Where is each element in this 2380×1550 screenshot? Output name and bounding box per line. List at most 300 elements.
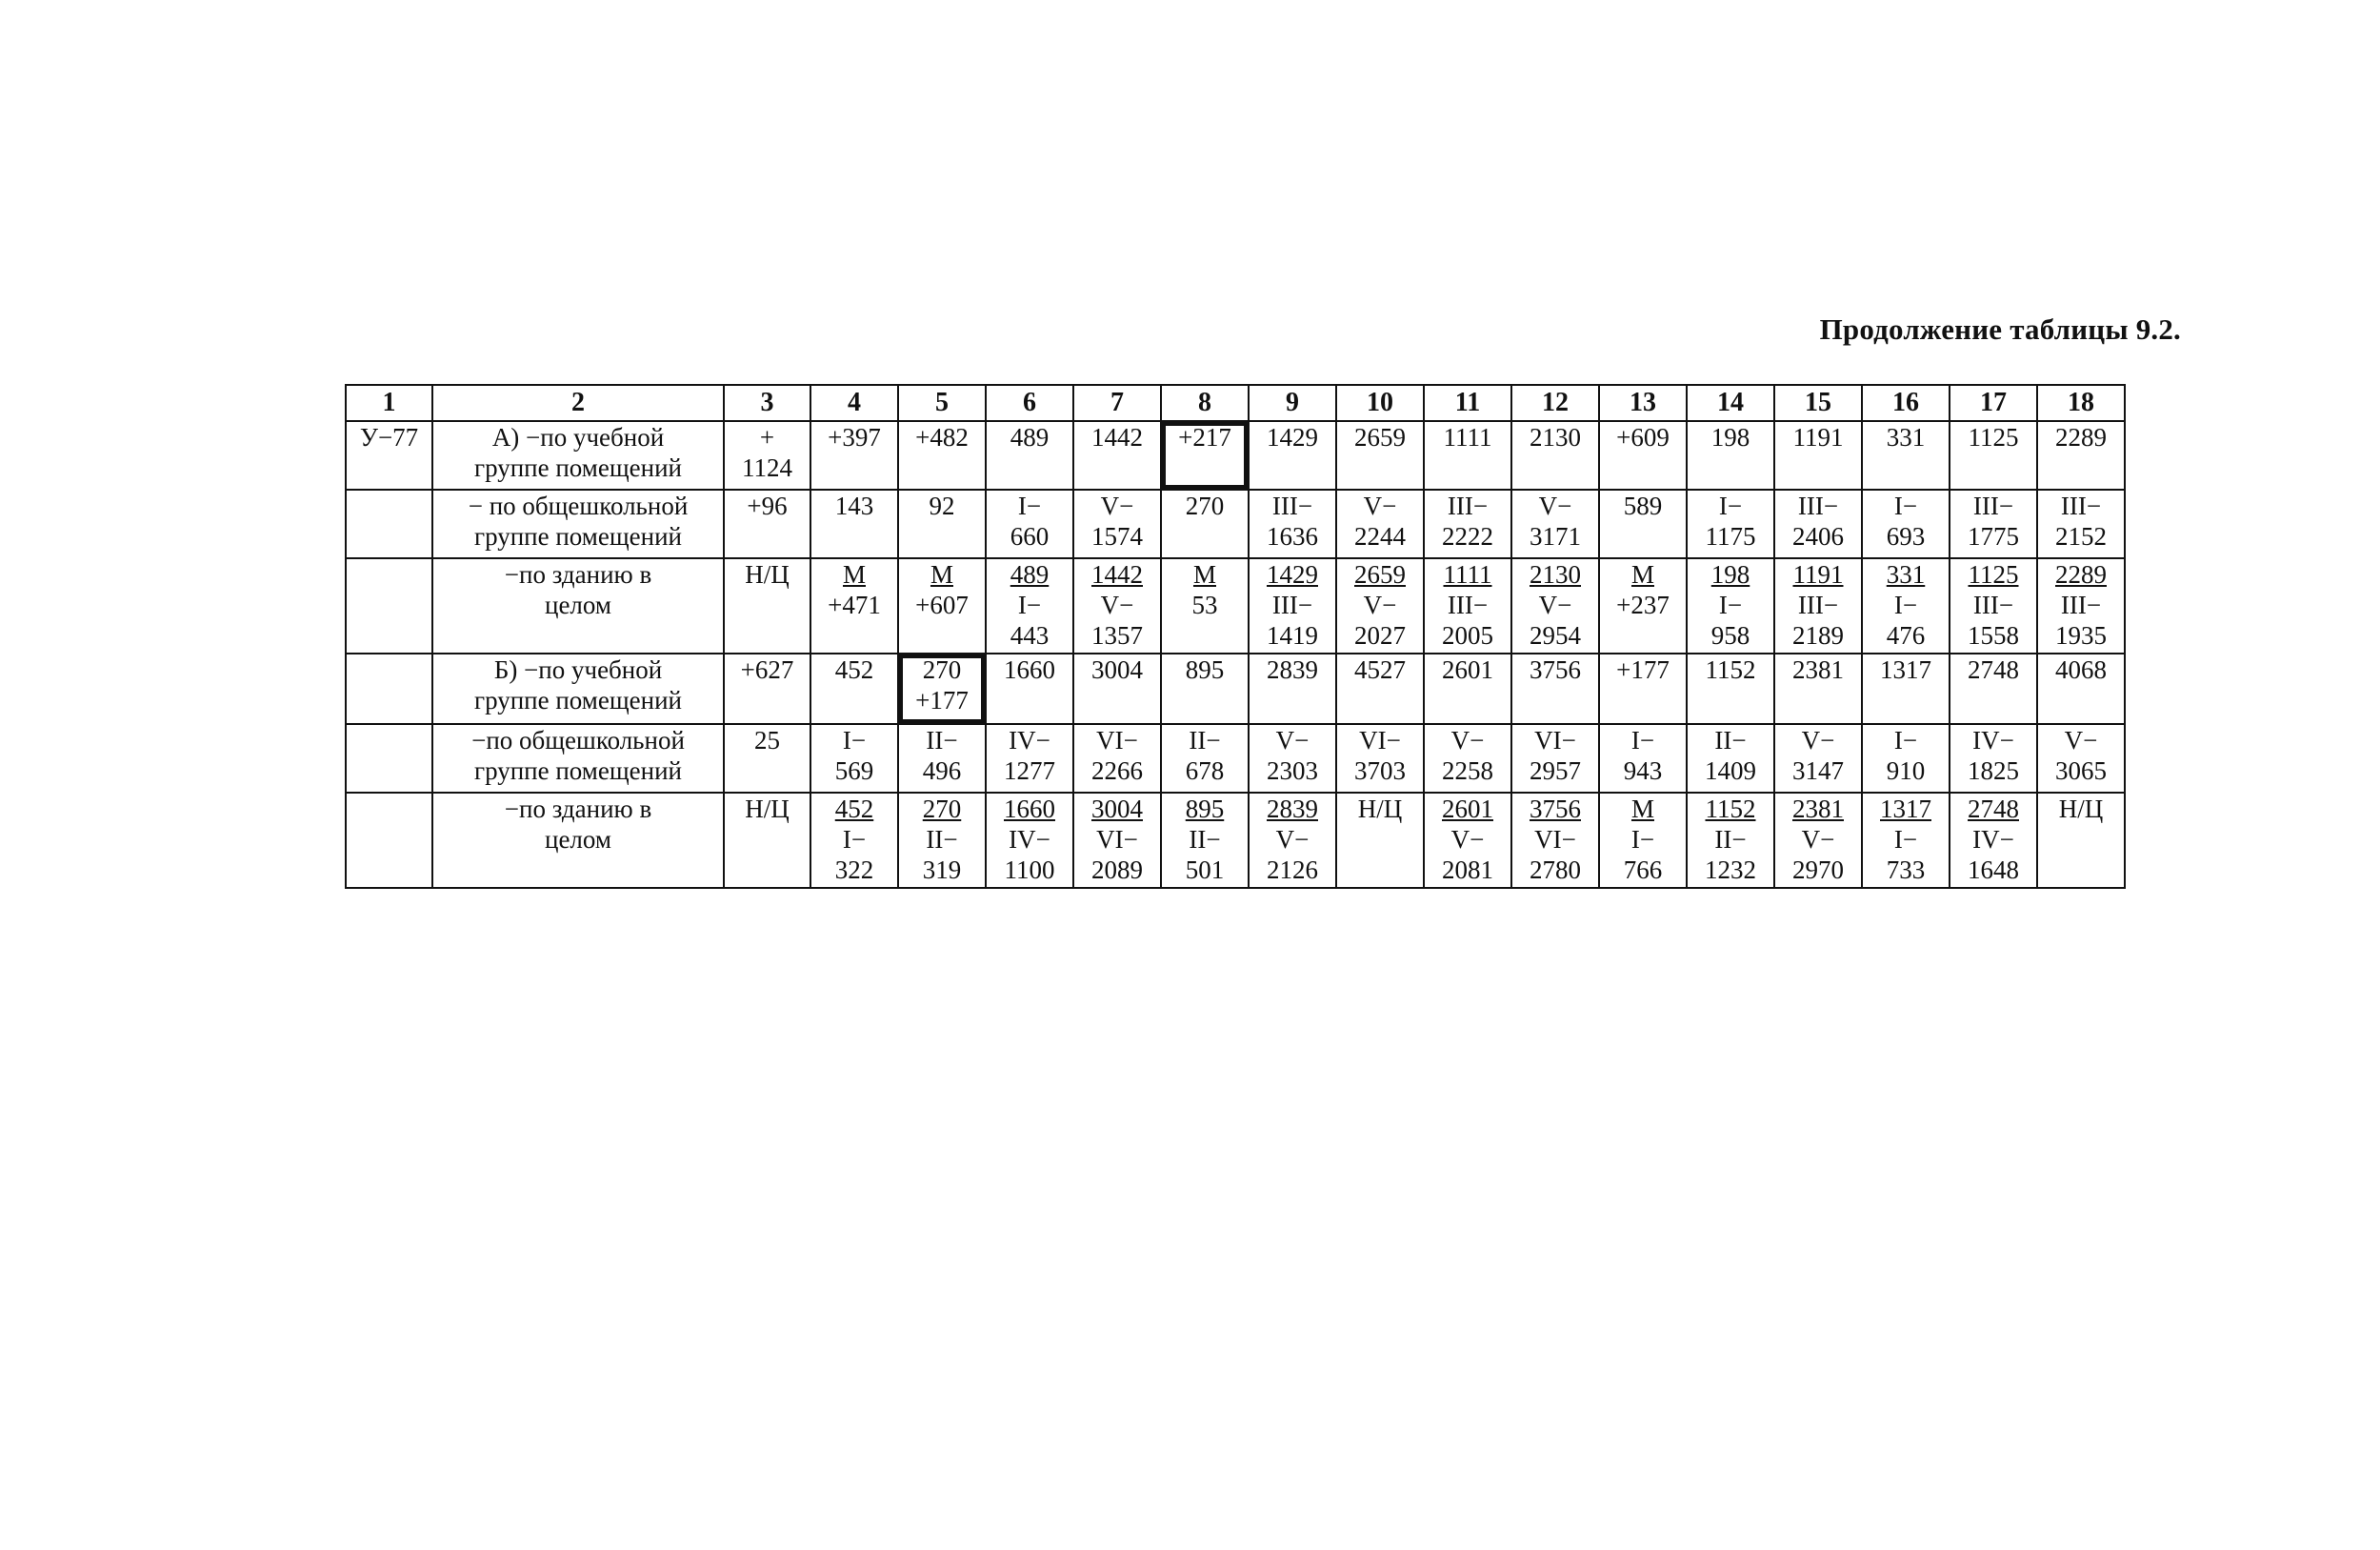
table-cell xyxy=(986,558,1073,654)
cell-line: 331 xyxy=(1886,423,1926,452)
table-cell xyxy=(810,793,898,888)
cell-line: 501 xyxy=(1185,856,1225,884)
table-cell xyxy=(1599,654,1687,724)
cell-line: III− xyxy=(2060,591,2102,619)
row-label-cell xyxy=(432,724,724,793)
cell-line: 1574 xyxy=(1091,522,1143,551)
cell-line: V− xyxy=(1100,492,1134,520)
cell-line: 1125 xyxy=(1968,560,2019,589)
table-caption: Продолжение таблицы 9.2. xyxy=(1819,312,2181,346)
table-cell xyxy=(986,490,1073,558)
table-cell xyxy=(2037,421,2125,490)
cell-line: М xyxy=(930,560,953,589)
table-cell xyxy=(898,558,986,654)
cell-line: 1124 xyxy=(742,453,792,482)
cell-line: V− xyxy=(1450,825,1485,854)
cell-line: 1152 xyxy=(1705,655,1756,684)
row-code-cell xyxy=(346,654,432,724)
table-cell xyxy=(1862,724,1950,793)
cell-line: 443 xyxy=(1010,621,1050,650)
cell-line: III− xyxy=(1972,492,2014,520)
table-cell xyxy=(1687,490,1774,558)
cell-line: 2406 xyxy=(1792,522,1844,551)
header-row xyxy=(346,385,2125,421)
table-row xyxy=(346,654,2125,724)
table-cell xyxy=(986,421,1073,490)
table-cell xyxy=(1073,654,1161,724)
table-body xyxy=(346,421,2125,888)
table-cell xyxy=(1336,490,1424,558)
cell-line: +397 xyxy=(828,423,881,452)
table-cell xyxy=(810,421,898,490)
cell-line: 2244 xyxy=(1354,522,1406,551)
cell-line: 2152 xyxy=(2055,522,2107,551)
cell-line: +217 xyxy=(1178,423,1231,452)
table-cell xyxy=(1424,724,1511,793)
table-cell xyxy=(724,421,810,490)
cell-line: II− xyxy=(1714,726,1747,755)
table-cell xyxy=(898,793,986,888)
row-label-cell xyxy=(432,421,724,490)
table-cell xyxy=(1336,558,1424,654)
table-cell xyxy=(1774,421,1862,490)
cell-line: 895 xyxy=(1185,655,1225,684)
cell-line: М xyxy=(1192,560,1216,589)
cell-line: 1825 xyxy=(1968,756,2019,785)
cell-line: +237 xyxy=(1616,591,1670,619)
cell-line: 943 xyxy=(1623,756,1663,785)
table-cell xyxy=(1687,421,1774,490)
cell-line: I− xyxy=(1893,825,1918,854)
cell-line: III− xyxy=(1271,591,1313,619)
cell-line: + xyxy=(759,423,775,452)
cell-line: I− xyxy=(1630,726,1655,755)
cell-line: 1111 xyxy=(1443,423,1492,452)
cell-line: 2970 xyxy=(1792,856,1844,884)
cell-line: 452 xyxy=(834,655,874,684)
column-header: 2 xyxy=(432,385,724,421)
column-header: 3 xyxy=(724,385,810,421)
cell-line: V− xyxy=(1450,726,1485,755)
cell-line: 476 xyxy=(1886,621,1926,650)
table-cell xyxy=(986,654,1073,724)
cell-line: 2748 xyxy=(1968,795,2019,823)
cell-line: 1935 xyxy=(2055,621,2107,650)
cell-line: VI− xyxy=(1534,726,1576,755)
cell-line: IV− xyxy=(1972,726,2014,755)
cell-line: III− xyxy=(1972,591,2014,619)
cell-line: 1191 xyxy=(1792,423,1844,452)
cell-line: Н/Ц xyxy=(745,560,790,589)
cell-line: II− xyxy=(1189,825,1221,854)
cell-line: 270 xyxy=(922,795,962,823)
table-cell xyxy=(1161,724,1249,793)
table-cell xyxy=(1687,654,1774,724)
cell-line: 2601 xyxy=(1442,655,1493,684)
row-label-cell xyxy=(432,654,724,724)
table-cell xyxy=(1774,490,1862,558)
table-cell xyxy=(1511,421,1599,490)
cell-line: М xyxy=(1630,795,1654,823)
row-label-line: Б) −по учебной xyxy=(493,655,663,684)
cell-line: +96 xyxy=(747,492,788,520)
table-cell xyxy=(986,724,1073,793)
table-cell xyxy=(898,654,986,724)
cell-line: II− xyxy=(926,726,958,755)
cell-line: 1442 xyxy=(1091,423,1143,452)
cell-line: +177 xyxy=(1616,655,1670,684)
cell-line: 2222 xyxy=(1442,522,1493,551)
cell-line: 3171 xyxy=(1530,522,1581,551)
cell-line: 2381 xyxy=(1792,795,1844,823)
table-cell xyxy=(1073,558,1161,654)
table-row xyxy=(346,490,2125,558)
cell-line: 2954 xyxy=(1530,621,1581,650)
cell-line: 3756 xyxy=(1530,655,1581,684)
row-label-line: −по общешкольной xyxy=(471,726,685,755)
cell-line: 3703 xyxy=(1354,756,1406,785)
table-cell xyxy=(1862,421,1950,490)
cell-line: 143 xyxy=(834,492,874,520)
cell-line: 2005 xyxy=(1442,621,1493,650)
cell-line: VI− xyxy=(1096,825,1138,854)
table-cell xyxy=(1424,654,1511,724)
cell-line: 895 xyxy=(1185,795,1225,823)
cell-line: 1409 xyxy=(1705,756,1756,785)
cell-line: 270 xyxy=(1185,492,1225,520)
cell-line: IV− xyxy=(1972,825,2014,854)
cell-line: 198 xyxy=(1710,560,1750,589)
column-header: 15 xyxy=(1774,385,1862,421)
cell-line: 1357 xyxy=(1091,621,1143,650)
cell-line: 3065 xyxy=(2055,756,2107,785)
row-label-line: группе помещений xyxy=(474,453,682,482)
cell-line: 322 xyxy=(834,856,874,884)
cell-line: III− xyxy=(2060,492,2102,520)
row-label-cell xyxy=(432,793,724,888)
cell-line: VI− xyxy=(1534,825,1576,854)
cell-line: 2748 xyxy=(1968,655,2019,684)
cell-line: III− xyxy=(1797,492,1839,520)
cell-line: 1317 xyxy=(1880,655,1931,684)
table-cell xyxy=(2037,558,2125,654)
cell-line: V− xyxy=(2064,726,2098,755)
cell-line: III− xyxy=(1797,591,1839,619)
cell-line: 2027 xyxy=(1354,621,1406,650)
data-table xyxy=(345,384,2126,889)
cell-line: 1419 xyxy=(1267,621,1318,650)
table-cell xyxy=(1073,793,1161,888)
table-cell xyxy=(1424,490,1511,558)
table-cell xyxy=(1599,793,1687,888)
table-cell xyxy=(986,793,1073,888)
table-cell xyxy=(1249,724,1336,793)
table-cell xyxy=(1249,793,1336,888)
cell-line: 1648 xyxy=(1968,856,2019,884)
table-cell xyxy=(1511,724,1599,793)
cell-line: 958 xyxy=(1710,621,1750,650)
cell-line: V− xyxy=(1538,492,1572,520)
cell-line: 496 xyxy=(922,756,962,785)
row-label-line: целом xyxy=(545,591,611,619)
table-cell xyxy=(1862,793,1950,888)
cell-line: 2089 xyxy=(1091,856,1143,884)
table-cell xyxy=(1862,490,1950,558)
cell-line: 1152 xyxy=(1705,795,1756,823)
cell-line: 1191 xyxy=(1792,560,1844,589)
table-cell xyxy=(898,421,986,490)
table-cell xyxy=(1774,558,1862,654)
cell-line: I− xyxy=(1893,591,1918,619)
table-cell xyxy=(724,558,810,654)
cell-line: +607 xyxy=(915,591,969,619)
cell-line: V− xyxy=(1100,591,1134,619)
table-cell xyxy=(1249,654,1336,724)
cell-line: 4527 xyxy=(1354,655,1406,684)
table-cell xyxy=(1774,654,1862,724)
cell-line: 1317 xyxy=(1880,795,1931,823)
row-code-cell xyxy=(346,421,432,490)
column-header: 1 xyxy=(346,385,432,421)
cell-line: 2266 xyxy=(1091,756,1143,785)
cell-line: 3004 xyxy=(1091,655,1143,684)
cell-line: 2381 xyxy=(1792,655,1844,684)
cell-line: Н/Ц xyxy=(1357,795,1403,823)
cell-line: 2601 xyxy=(1442,795,1493,823)
cell-line: 452 xyxy=(834,795,874,823)
cell-line: V− xyxy=(1363,591,1397,619)
cell-line: 53 xyxy=(1191,591,1218,619)
cell-line: I− xyxy=(842,726,867,755)
cell-line: V− xyxy=(1363,492,1397,520)
cell-line: 3756 xyxy=(1530,795,1581,823)
cell-line: 2289 xyxy=(2055,423,2107,452)
table-cell xyxy=(724,793,810,888)
cell-line: +627 xyxy=(740,655,794,684)
cell-line: V− xyxy=(1801,726,1835,755)
row-label-cell xyxy=(432,490,724,558)
table-cell xyxy=(1424,793,1511,888)
table-cell xyxy=(1161,421,1249,490)
row-code-cell xyxy=(346,558,432,654)
table-cell xyxy=(1862,654,1950,724)
cell-line: 1175 xyxy=(1705,522,1756,551)
cell-line: 766 xyxy=(1623,856,1663,884)
column-header: 7 xyxy=(1073,385,1161,421)
cell-line: I− xyxy=(1718,591,1743,619)
cell-line: 1429 xyxy=(1267,423,1318,452)
table-cell xyxy=(724,724,810,793)
table-cell xyxy=(1073,490,1161,558)
cell-line: V− xyxy=(1801,825,1835,854)
cell-line: 1232 xyxy=(1705,856,1756,884)
cell-line: I− xyxy=(1630,825,1655,854)
cell-line: Н/Ц xyxy=(745,795,790,823)
cell-line: 1442 xyxy=(1091,560,1143,589)
table-cell xyxy=(1161,490,1249,558)
cell-line: 2126 xyxy=(1267,856,1318,884)
table-cell xyxy=(1336,654,1424,724)
cell-line: 2957 xyxy=(1530,756,1581,785)
cell-line: 270 xyxy=(922,655,962,684)
cell-line: III− xyxy=(1447,492,1489,520)
cell-line: II− xyxy=(1714,825,1747,854)
cell-line: V− xyxy=(1275,825,1310,854)
cell-line: 25 xyxy=(754,726,780,755)
table-cell xyxy=(1950,724,2037,793)
table-cell xyxy=(1599,558,1687,654)
cell-line: I− xyxy=(1893,492,1918,520)
cell-line: I− xyxy=(842,825,867,854)
row-label-line: − по общешкольной xyxy=(468,492,689,520)
row-label-line: группе помещений xyxy=(474,686,682,715)
cell-line: 2303 xyxy=(1267,756,1318,785)
cell-line: 1660 xyxy=(1004,655,1055,684)
column-header: 5 xyxy=(898,385,986,421)
column-header: 14 xyxy=(1687,385,1774,421)
table-row xyxy=(346,793,2125,888)
cell-line: 92 xyxy=(929,492,955,520)
row-code-cell xyxy=(346,793,432,888)
table-cell xyxy=(2037,724,2125,793)
table-row xyxy=(346,421,2125,490)
table-cell xyxy=(1950,654,2037,724)
table-cell xyxy=(1424,558,1511,654)
table-cell xyxy=(1161,654,1249,724)
cell-line: II− xyxy=(926,825,958,854)
table-cell xyxy=(898,724,986,793)
cell-line: II− xyxy=(1189,726,1221,755)
cell-line: М xyxy=(842,560,866,589)
table-cell xyxy=(1687,558,1774,654)
table-cell xyxy=(724,654,810,724)
cell-line: V− xyxy=(1275,726,1310,755)
cell-line: 319 xyxy=(922,856,962,884)
table-cell xyxy=(1511,558,1599,654)
table-cell xyxy=(2037,793,2125,888)
cell-line: 4068 xyxy=(2055,655,2107,684)
cell-line: VI− xyxy=(1359,726,1401,755)
table-cell xyxy=(1774,724,1862,793)
cell-line: 489 xyxy=(1010,560,1050,589)
cell-line: 2258 xyxy=(1442,756,1493,785)
cell-line: IV− xyxy=(1009,726,1050,755)
cell-line: +482 xyxy=(915,423,969,452)
cell-line: 1775 xyxy=(1968,522,2019,551)
column-header: 6 xyxy=(986,385,1073,421)
table-cell xyxy=(724,490,810,558)
column-header: 9 xyxy=(1249,385,1336,421)
table-cell xyxy=(1424,421,1511,490)
cell-line: 693 xyxy=(1886,522,1926,551)
cell-line: III− xyxy=(1271,492,1313,520)
cell-line: 1429 xyxy=(1267,560,1318,589)
cell-line: 1277 xyxy=(1004,756,1055,785)
table-cell xyxy=(1511,654,1599,724)
table-cell xyxy=(1862,558,1950,654)
row-label-line: А) −по учебной xyxy=(491,423,665,452)
cell-line: I− xyxy=(1017,492,1042,520)
table-cell xyxy=(1073,421,1161,490)
column-header: 18 xyxy=(2037,385,2125,421)
cell-line: 1660 xyxy=(1004,795,1055,823)
cell-line: 2130 xyxy=(1530,560,1581,589)
cell-line: 1558 xyxy=(1968,621,2019,650)
table-cell xyxy=(1687,793,1774,888)
cell-line: 2081 xyxy=(1442,856,1493,884)
table-cell xyxy=(1249,421,1336,490)
cell-line: 660 xyxy=(1010,522,1050,551)
table-cell xyxy=(1161,558,1249,654)
cell-line: III− xyxy=(1447,591,1489,619)
table-cell xyxy=(1599,421,1687,490)
cell-line: 2289 xyxy=(2055,560,2107,589)
row-label-line: целом xyxy=(545,825,611,854)
table-cell xyxy=(1161,793,1249,888)
cell-line: 1111 xyxy=(1443,560,1492,589)
table-cell xyxy=(898,490,986,558)
column-header: 12 xyxy=(1511,385,1599,421)
cell-line: 3147 xyxy=(1792,756,1844,785)
cell-line: 569 xyxy=(834,756,874,785)
column-header: 10 xyxy=(1336,385,1424,421)
table-cell xyxy=(810,654,898,724)
cell-line: М xyxy=(1630,560,1654,589)
cell-line: 3004 xyxy=(1091,795,1143,823)
table-row xyxy=(346,558,2125,654)
cell-line: 589 xyxy=(1623,492,1663,520)
table-cell xyxy=(1336,421,1424,490)
table-cell xyxy=(1687,724,1774,793)
cell-line: V− xyxy=(1538,591,1572,619)
row-label-line: −по зданию в xyxy=(504,560,652,589)
table-cell xyxy=(2037,654,2125,724)
table-cell xyxy=(810,490,898,558)
table-row xyxy=(346,724,2125,793)
cell-line: +471 xyxy=(828,591,881,619)
table-cell xyxy=(1950,558,2037,654)
column-header: 8 xyxy=(1161,385,1249,421)
table-cell xyxy=(1511,793,1599,888)
table-cell xyxy=(1950,793,2037,888)
table-cell xyxy=(1249,490,1336,558)
cell-line: 1636 xyxy=(1267,522,1318,551)
cell-line: 2130 xyxy=(1530,423,1581,452)
cell-line: 733 xyxy=(1886,856,1926,884)
table-cell xyxy=(1599,490,1687,558)
row-label-line: −по зданию в xyxy=(504,795,652,823)
cell-line: 2659 xyxy=(1354,560,1406,589)
table-cell xyxy=(1336,793,1424,888)
row-label-line: группе помещений xyxy=(474,522,682,551)
cell-line: 2839 xyxy=(1267,655,1318,684)
column-header: 4 xyxy=(810,385,898,421)
table-cell xyxy=(2037,490,2125,558)
cell-line: I− xyxy=(1017,591,1042,619)
cell-line: I− xyxy=(1893,726,1918,755)
table-cell xyxy=(1950,421,2037,490)
table-cell xyxy=(810,724,898,793)
column-header: 17 xyxy=(1950,385,2037,421)
cell-line: 678 xyxy=(1185,756,1225,785)
column-header: 16 xyxy=(1862,385,1950,421)
row-label-cell xyxy=(432,558,724,654)
column-header: 13 xyxy=(1599,385,1687,421)
cell-line: 1100 xyxy=(1004,856,1055,884)
cell-line: Н/Ц xyxy=(2058,795,2104,823)
cell-line: 2780 xyxy=(1530,856,1581,884)
table-cell xyxy=(1249,558,1336,654)
